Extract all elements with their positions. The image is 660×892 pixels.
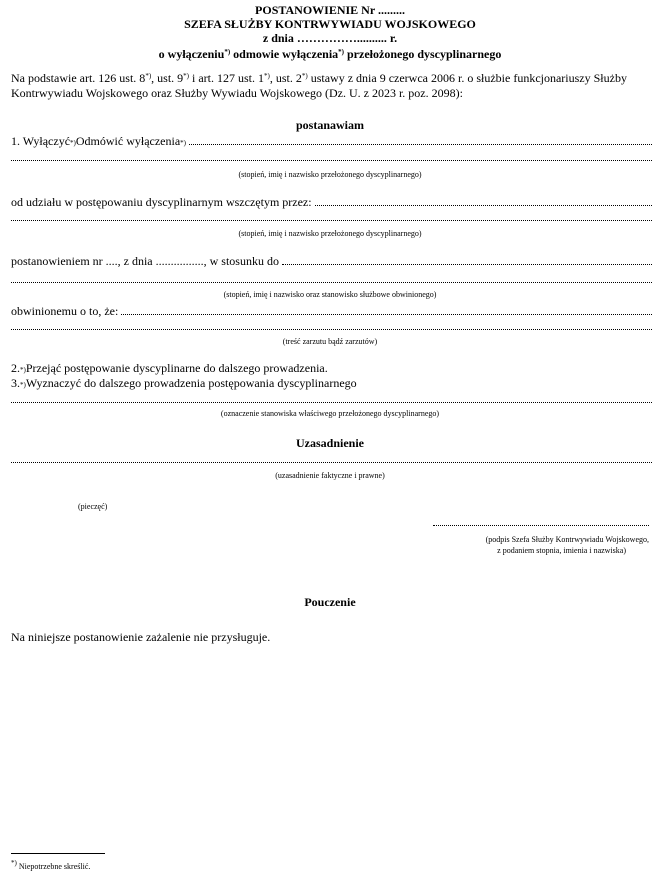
footnote-text: Niepotrzebne skreślić. bbox=[16, 862, 91, 871]
footnote-divider bbox=[11, 853, 105, 854]
footnote-mark: *) bbox=[264, 72, 270, 80]
signature-line[interactable] bbox=[433, 525, 649, 526]
footnote-mark: *) bbox=[145, 72, 152, 80]
signature-hint-2: z podaniem stopnia, imienia i nazwiska) bbox=[497, 546, 626, 555]
subject-line bbox=[0, 47, 660, 61]
fill-line[interactable] bbox=[11, 462, 652, 463]
hint-accused: (stopień, imię i nazwisko oraz stanowisko służbowe obwinionego) bbox=[223, 290, 437, 299]
hint-supervisor-2: (stopień, imię i nazwisko przełożonego dyscyplinarnego) bbox=[238, 229, 422, 238]
signature-hint-1: (podpis Szefa Służby Kontrwywiadu Wojskowego, bbox=[485, 535, 649, 544]
footnote-mark: *) bbox=[11, 859, 17, 867]
legal-basis-part: , ust. 2 bbox=[269, 71, 302, 85]
hint-position: (oznaczenie stanowiska właściwego przełożonego dyscyplinarnego) bbox=[220, 409, 440, 418]
item-2-text: Przejąć postępowanie dyscyplinarne do dalszego prowadzenia. bbox=[25, 361, 328, 375]
issuer-title: SZEFA SŁUŻBY KONTRWYWIADU WOJSKOWEGO bbox=[184, 17, 476, 31]
legal-basis-part: , ust. 9 bbox=[151, 71, 184, 85]
item-1-refuse: Odmówić wyłączenia bbox=[75, 134, 181, 148]
footnote-mark: *) bbox=[183, 72, 190, 80]
instruction-heading: Pouczenie bbox=[304, 595, 356, 609]
legal-basis bbox=[11, 71, 652, 101]
fill-line[interactable] bbox=[11, 402, 652, 403]
subject-exclusion: o wyłączeniu bbox=[158, 47, 225, 61]
footnote-mark: *) bbox=[224, 48, 231, 56]
accused-line bbox=[11, 304, 652, 318]
item-1-line: 1. Wyłączyć *) Odmówić wyłączenia *) bbox=[11, 134, 652, 148]
footnote bbox=[11, 859, 91, 872]
document-title: POSTANOWIENIE Nr ......... bbox=[255, 3, 405, 17]
hint-charges: (treść zarzutu bądź zarzutów) bbox=[282, 337, 378, 346]
legal-basis-part: i art. 127 ust. 1 bbox=[189, 71, 265, 85]
hint-supervisor: (stopień, imię i nazwisko przełożonego dyscyplinarnego) bbox=[238, 170, 422, 179]
accused-label: obwinionemu o to, że: bbox=[11, 304, 119, 318]
item-3-line: 3. *) Wyznaczyć do dalszego prowadzenia postępowania dyscyplinarnego bbox=[11, 376, 357, 390]
hint-justification: (uzasadnienie faktyczne i prawne) bbox=[275, 471, 385, 480]
proceedings-label: od udziału w postępowaniu dyscyplinarnym wszczętym przez: bbox=[11, 195, 312, 209]
fill-line[interactable] bbox=[11, 282, 652, 283]
subject-refusal: odmowie wyłączenia bbox=[230, 47, 339, 61]
justification-heading: Uzasadnienie bbox=[295, 436, 364, 450]
fill-line[interactable] bbox=[315, 196, 652, 206]
fill-line[interactable] bbox=[189, 135, 652, 145]
footnote-mark: *) bbox=[301, 72, 308, 80]
subject-tail: przełożonego dyscyplinarnego bbox=[344, 47, 502, 61]
decree-label: postanowieniem nr ...., z dnia ................, w stosunku do bbox=[11, 254, 279, 268]
item-1-exclude: 1. Wyłączyć bbox=[11, 134, 71, 148]
item-3-text: Wyznaczyć do dalszego prowadzenia postępowania dyscyplinarnego bbox=[25, 376, 357, 390]
fill-line[interactable] bbox=[11, 220, 652, 221]
fill-line[interactable] bbox=[11, 329, 652, 330]
instruction-text: Na niniejsze postanowienie zażalenie nie przysługuje. bbox=[11, 630, 271, 644]
proceedings-line bbox=[11, 195, 652, 209]
footnote-mark: *) bbox=[338, 48, 344, 56]
legal-basis-part: ustawy z dnia 9 czerwca 2006 r. o służbie funkcjonariuszy Służby Kontrwywiadu Wojskowego oraz Służby Wywiadu Wojskowego (Dz. U. z 2023 r. poz. 2098): bbox=[11, 71, 627, 100]
item-3-number: 3. bbox=[11, 376, 20, 390]
item-2-number: 2. bbox=[11, 361, 20, 375]
fill-line[interactable] bbox=[282, 255, 652, 265]
item-2-line: 2. *) Przejąć postępowanie dyscyplinarne do dalszego prowadzenia. bbox=[11, 361, 328, 375]
legal-basis-part: Na podstawie art. 126 ust. 8 bbox=[11, 71, 146, 85]
decision-heading: postanawiam bbox=[295, 118, 364, 132]
fill-line[interactable] bbox=[121, 305, 652, 315]
fill-line[interactable] bbox=[11, 160, 652, 161]
decree-line bbox=[11, 254, 652, 268]
date-line: z dnia …………….......... r. bbox=[262, 31, 398, 45]
stamp-label: (pieczęć) bbox=[78, 502, 108, 511]
